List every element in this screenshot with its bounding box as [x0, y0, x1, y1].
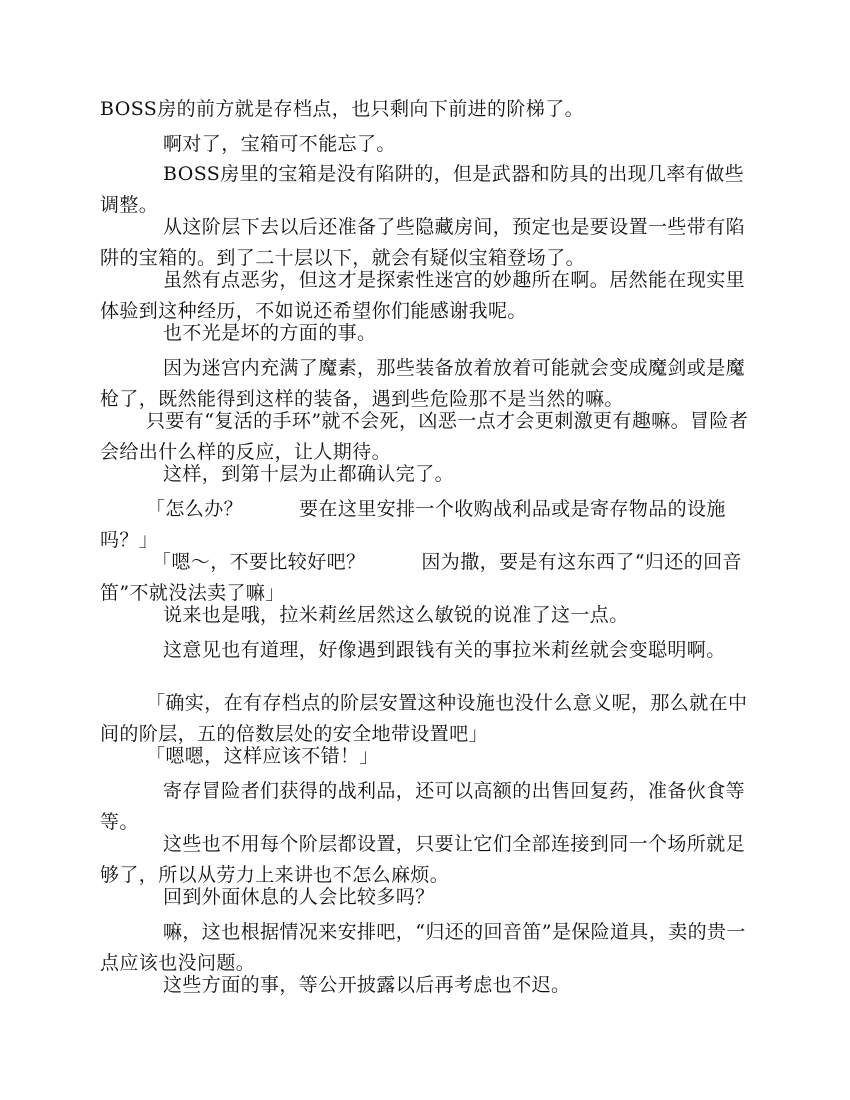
- paragraph-4: 从这阶层下去以后还准备了些隐藏房间，预定也是要设置一些带有陷阱的宝箱的。到了二十层以下，就会有疑似宝箱登场了。: [100, 216, 746, 269]
- paragraph-6: 也不光是坏的方面的事。: [163, 322, 377, 344]
- paragraph-7: 因为迷宫内充满了魔素，那些装备放着放着可能就会变成魔剑或是魔枪了，既然能得到这样的装备，遇到些危险那不是当然的嘛。: [100, 357, 746, 410]
- paragraph-2: 啊对了，宝箱可不能忘了。: [163, 133, 396, 155]
- paragraph-15: 嘛，这也根据情况来安排吧，“归还的回音笛”是保险道具，卖的贵一点应该也没问题。: [100, 921, 746, 974]
- paragraph-1: BOSS房的前方就是存档点，也只剩向下前进的阶梯了。: [100, 98, 584, 120]
- paragraph-5: 虽然有点恶劣，但这才是探索性迷宫的妙趣所在啊。居然能在现实里体验到这种经历，不如说还希望你们能感谢我呢。: [100, 269, 746, 322]
- paragraph-12: 寄存冒险者们获得的战利品，还可以高额的出售回复药，准备伙食等等。: [100, 780, 746, 833]
- paragraph-13: 这些也不用每个阶层都设置，只要让它们全部连接到同一个场所就足够了，所以从劳力上来讲也不怎么麻烦。: [100, 833, 746, 886]
- dialogue-1-part-a: 「怎么办？: [146, 498, 244, 520]
- paragraph-14: 回到外面休息的人会比较多吗？: [163, 886, 435, 908]
- dialogue-4: 「嗯嗯，这样应该不错！」: [146, 745, 379, 767]
- dialogue-3: 「确实，在有存档点的阶层安置这种设施也没什么意义呢，那么就在中间的阶层，五的倍数层处的安全地带设置吧」: [100, 692, 748, 745]
- paragraph-8: 只要有“复活的手环”就不会死，凶恶一点才会更刺激更有趣嘛。冒险者会给出什么样的反应，让人期待。: [100, 410, 749, 463]
- paragraph-11: 这意见也有道理，好像遇到跟钱有关的事拉米莉丝就会变聪明啊。: [163, 639, 726, 661]
- dialogue-2-part-b: 因为撒，要是有这东西了“归还的回音笛”不就没法卖了嘛」: [100, 551, 742, 604]
- paragraph-16: 这些方面的事，等公开披露以后再考虑也不迟。: [163, 974, 571, 996]
- paragraph-9: 这样，到第十层为止都确认完了。: [163, 463, 455, 485]
- paragraph-10: 说来也是哦，拉米莉丝居然这么敏锐的说准了这一点。: [163, 604, 629, 626]
- dialogue-2-part-a: 「嗯～，不要比较好吧？: [152, 551, 366, 573]
- dialogue-1-part-b: 要在这里安排一个收购战利品或是寄存物品的设施吗？」: [100, 498, 726, 551]
- paragraph-3: BOSS房里的宝箱是没有陷阱的，但是武器和防具的出现几率有做些调整。: [100, 163, 744, 216]
